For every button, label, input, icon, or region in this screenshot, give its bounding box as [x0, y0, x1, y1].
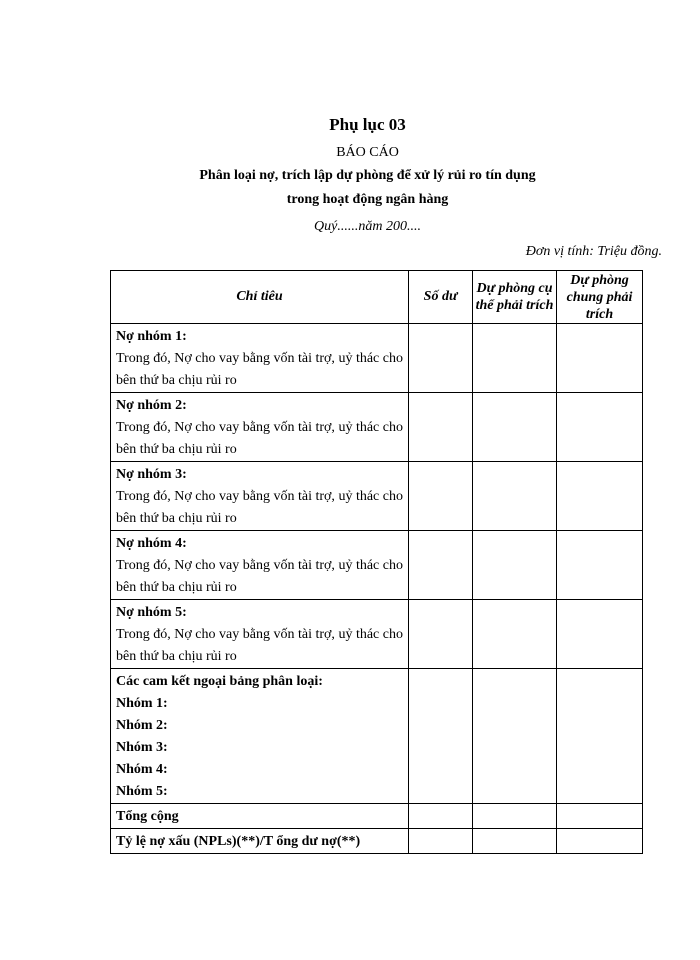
column-header-balance: Số dư	[409, 271, 473, 324]
balance-cell	[409, 669, 473, 804]
group-description: Trong đó, Nợ cho vay bằng vốn tài trợ, uỷ thác cho bên thứ ba chịu rủi ro	[116, 420, 403, 457]
group-label: Nợ nhóm 3:	[116, 467, 187, 482]
appendix-title: Phụ lục 03	[329, 115, 406, 134]
balance-cell	[409, 829, 473, 854]
off-balance-item: Nhóm 4:	[116, 762, 168, 777]
off-balance-item: Nhóm 1:	[116, 696, 168, 711]
report-table	[110, 270, 643, 854]
table-row-total	[111, 804, 643, 829]
report-title-line2: trong hoạt động ngân hàng	[286, 192, 449, 207]
table-row	[111, 324, 643, 393]
table-row-ratio	[111, 829, 643, 854]
indicator-cell	[111, 669, 409, 804]
npl-ratio-label: Tỷ lệ nợ xấu (NPLs)(**)/T ổng dư nợ(**)	[116, 834, 361, 849]
indicator-cell	[111, 324, 409, 393]
balance-cell	[409, 324, 473, 393]
general-provision-cell	[557, 669, 643, 804]
table-row-off-balance	[111, 669, 643, 804]
unit-note: Đơn vị tính: Triệu đồng.	[525, 244, 662, 259]
general-provision-cell	[557, 462, 643, 531]
general-provision-cell	[557, 324, 643, 393]
balance-cell	[409, 462, 473, 531]
specific-provision-cell	[473, 393, 557, 462]
report-label: BÁO CÁO	[336, 145, 399, 160]
specific-provision-cell	[473, 462, 557, 531]
indicator-cell	[111, 531, 409, 600]
group-label: Nợ nhóm 2:	[116, 398, 187, 413]
group-description: Trong đó, Nợ cho vay bằng vốn tài trợ, uỷ thác cho bên thứ ba chịu rủi ro	[116, 558, 403, 595]
general-provision-cell	[557, 393, 643, 462]
general-provision-cell	[557, 531, 643, 600]
general-provision-cell	[557, 829, 643, 854]
specific-provision-cell	[473, 531, 557, 600]
column-header-specific-provision: Dự phòng cụ thể phải trích	[473, 271, 557, 324]
group-label: Nợ nhóm 1:	[116, 329, 187, 344]
specific-provision-cell	[473, 324, 557, 393]
off-balance-item: Nhóm 2:	[116, 718, 168, 733]
group-label: Nợ nhóm 5:	[116, 605, 187, 620]
indicator-cell	[111, 393, 409, 462]
general-provision-cell	[557, 804, 643, 829]
balance-cell	[409, 531, 473, 600]
specific-provision-cell	[473, 669, 557, 804]
indicator-cell	[111, 804, 409, 829]
group-description: Trong đó, Nợ cho vay bằng vốn tài trợ, uỷ thác cho bên thứ ba chịu rủi ro	[116, 351, 403, 388]
table-header-row	[111, 271, 643, 324]
balance-cell	[409, 804, 473, 829]
balance-cell	[409, 600, 473, 669]
total-label: Tổng cộng	[116, 809, 179, 824]
specific-provision-cell	[473, 804, 557, 829]
indicator-cell	[111, 829, 409, 854]
group-label: Nợ nhóm 4:	[116, 536, 187, 551]
column-header-general-provision: Dự phòng chung phải trích	[557, 271, 643, 324]
specific-provision-cell	[473, 600, 557, 669]
report-title-line1: Phân loại nợ, trích lập dự phòng để xử lý rủi ro tín dụng	[199, 168, 536, 183]
column-header-indicator: Chỉ tiêu	[111, 271, 409, 324]
off-balance-label: Các cam kết ngoại bảng phân loại:	[116, 674, 323, 689]
table-row	[111, 531, 643, 600]
balance-cell	[409, 393, 473, 462]
table-row	[111, 462, 643, 531]
report-period: Quý......năm 200....	[314, 219, 421, 234]
indicator-cell	[111, 600, 409, 669]
indicator-cell	[111, 462, 409, 531]
general-provision-cell	[557, 600, 643, 669]
group-description: Trong đó, Nợ cho vay bằng vốn tài trợ, uỷ thác cho bên thứ ba chịu rủi ro	[116, 489, 403, 526]
group-description: Trong đó, Nợ cho vay bằng vốn tài trợ, uỷ thác cho bên thứ ba chịu rủi ro	[116, 627, 403, 664]
off-balance-item: Nhóm 3:	[116, 740, 168, 755]
specific-provision-cell	[473, 829, 557, 854]
table-row	[111, 600, 643, 669]
off-balance-item: Nhóm 5:	[116, 784, 168, 799]
table-row	[111, 393, 643, 462]
